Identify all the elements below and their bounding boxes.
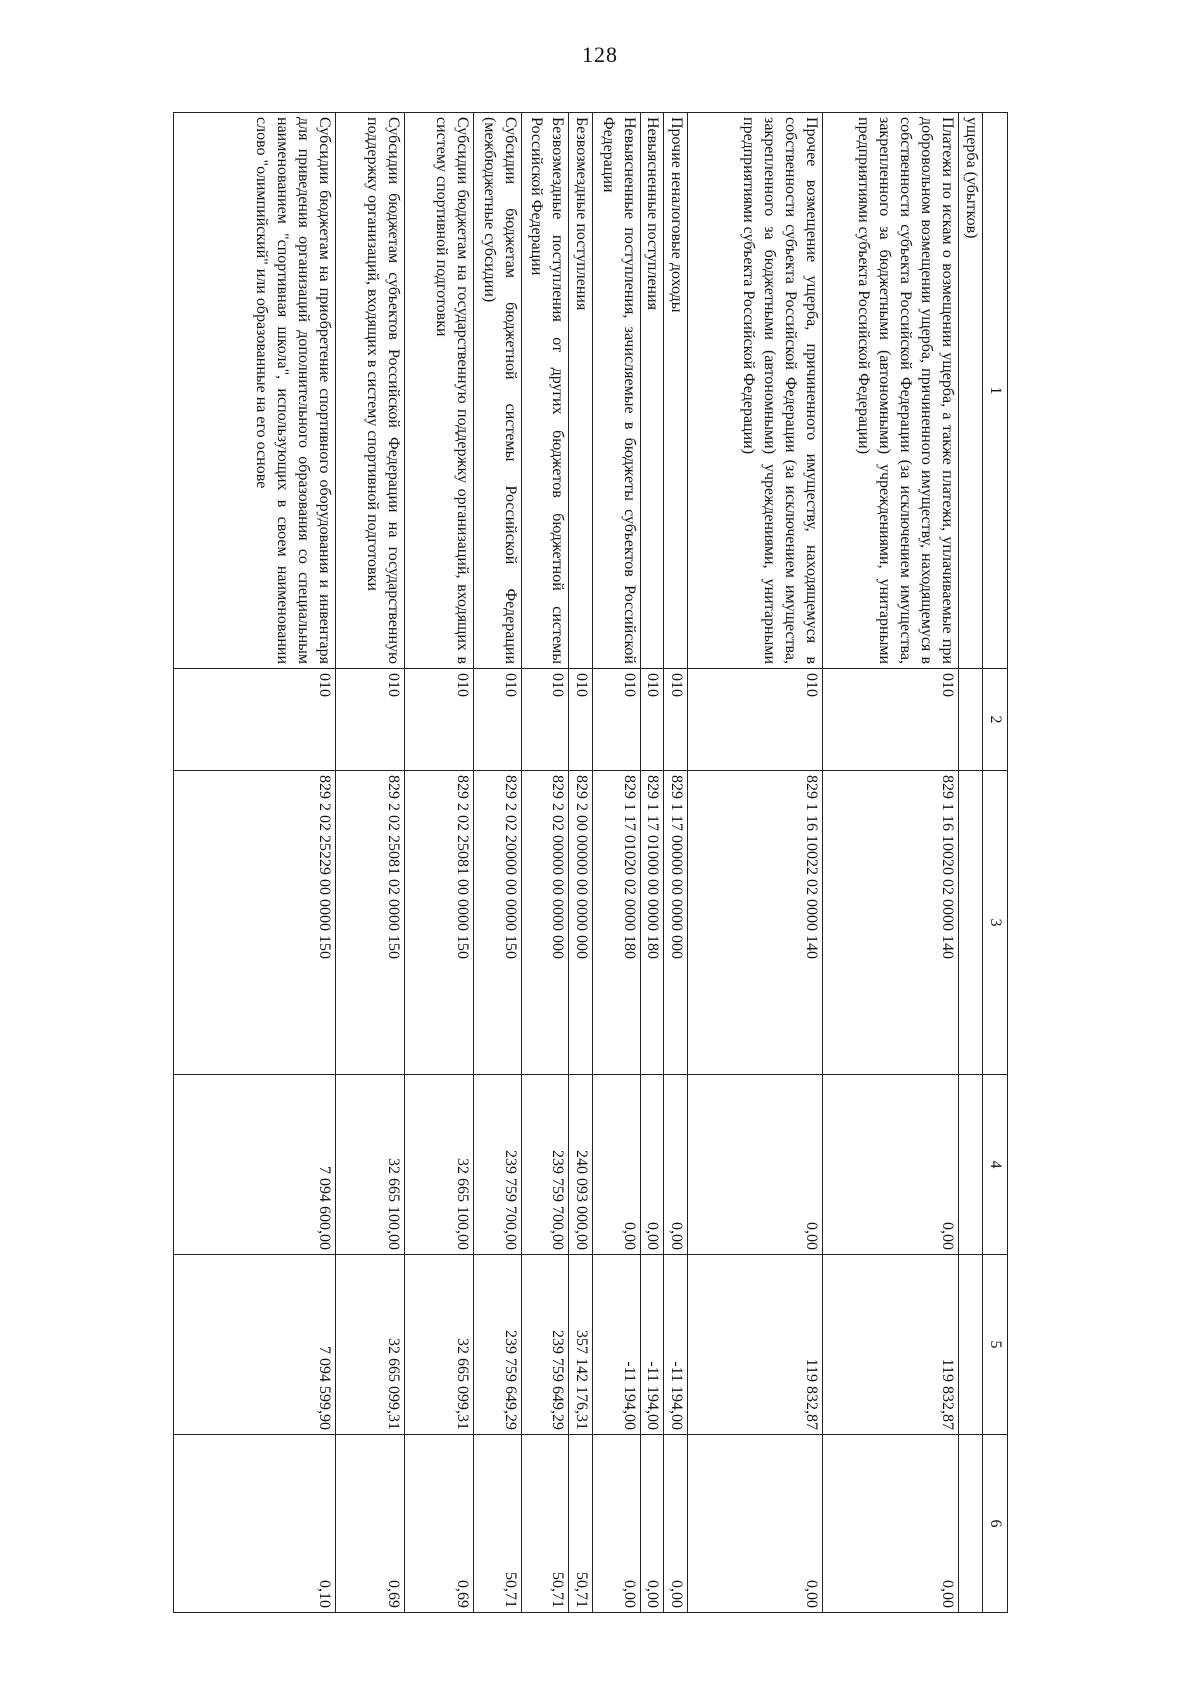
row-percent-value: 0,00 <box>640 1435 664 1613</box>
row-percent-value: 0,00 <box>823 1435 959 1613</box>
page-number: 128 <box>582 42 618 67</box>
row-exec-value: -11 194,00 <box>640 1255 664 1435</box>
table-row <box>405 113 474 1613</box>
row-plan-value: 0,00 <box>823 1075 959 1255</box>
row-name: Прочее возмещение ущерба, причиненного имуществу, находящемуся в собственности субъекта Российской Федерации (за исключением имущества, закрепленного за бюджетными (автономными) учреждениями, унитарными предприятиями субъекта Российской Федерации) <box>688 113 823 669</box>
row-admin-code: 010 <box>593 669 641 771</box>
row-plan-value: 0,00 <box>640 1075 664 1255</box>
row-admin-code: 010 <box>664 669 688 771</box>
row-budget-code: 829 1 16 10020 02 0000 140 <box>823 771 959 1075</box>
table-row <box>521 113 569 1613</box>
row-name: Невыясненные поступления <box>640 113 664 669</box>
column-number: 3 <box>983 771 1008 1075</box>
row-plan-value: 240 093 000,00 <box>569 1075 593 1255</box>
column-number: 2 <box>983 669 1008 771</box>
column-number: 6 <box>983 1435 1008 1613</box>
row-budget-code: 829 1 17 01020 02 0000 180 <box>593 771 641 1075</box>
row-name: Безвозмездные поступления <box>569 113 593 669</box>
row-exec-value: 32 665 099,31 <box>405 1255 474 1435</box>
row-percent-value: 0,00 <box>688 1435 823 1613</box>
row-plan-value: 32 665 100,00 <box>336 1075 405 1255</box>
row-percent-value: 50,71 <box>521 1435 569 1613</box>
row-plan-value: 7 094 600,00 <box>174 1075 336 1255</box>
row-name: Безвозмездные поступления от других бюджетов бюджетной системы Российской Федерации <box>521 113 569 669</box>
column-number-row <box>983 113 1008 1613</box>
row-exec-value: 119 832,87 <box>823 1255 959 1435</box>
row-exec-value: -11 194,00 <box>593 1255 641 1435</box>
row-admin-code: 010 <box>174 669 336 771</box>
row-exec-value: 32 665 099,31 <box>336 1255 405 1435</box>
row-exec-value: 7 094 599,90 <box>174 1255 336 1435</box>
column-number: 4 <box>983 1075 1008 1255</box>
row-name: Субсидии бюджетам на государственную поддержку организаций, входящих в систему спортивной подготовки <box>405 113 474 669</box>
row-name: Субсидии бюджетам на приобретение спортивного оборудования и инвентаря для приведения организаций дополнительного образования со специальным наименованием "спортивная школа", использующих в своем наименовании слово "олимпийский" или образованные на его основе <box>174 113 336 669</box>
row-percent-value: 0,00 <box>664 1435 688 1613</box>
table-row <box>664 113 688 1613</box>
column-number: 5 <box>983 1255 1008 1435</box>
row-admin-code: 010 <box>474 669 522 771</box>
row-admin-code: 010 <box>336 669 405 771</box>
row-admin-code: 010 <box>688 669 823 771</box>
row-budget-code: 829 2 02 20000 00 0000 150 <box>474 771 522 1075</box>
row-budget-code: 829 2 00 00000 00 0000 000 <box>569 771 593 1075</box>
row-plan-value: 239 759 700,00 <box>521 1075 569 1255</box>
row-exec-value: 239 759 649,29 <box>474 1255 522 1435</box>
table-row <box>569 113 593 1613</box>
row-name: Платежи по искам о возмещении ущерба, а также платежи, уплачиваемые при добровольном возмещении ущерба, причиненного имуществу, находящемуся в собственности субъекта Российской Федерации (за исключением имущества, закрепленного за бюджетными (автономными) учреждениями, унитарными предприятиями субъекта Российской Федерации) <box>823 113 959 669</box>
row-exec-value: 357 142 176,31 <box>569 1255 593 1435</box>
row-percent-value: 0,69 <box>336 1435 405 1613</box>
row-budget-code: 829 2 02 00000 00 0000 000 <box>521 771 569 1075</box>
row-percent-value: 0,00 <box>593 1435 641 1613</box>
table-row <box>640 113 664 1613</box>
row-budget-code: 829 2 02 25229 00 0000 150 <box>174 771 336 1075</box>
row-plan-value: 0,00 <box>664 1075 688 1255</box>
row-name: Субсидии бюджетам бюджетной системы Российской Федерации (межбюджетные субсидии) <box>474 113 522 669</box>
row-name: Невыясненные поступления, зачисляемые в бюджеты субъектов Российской Федерации <box>593 113 641 669</box>
row-admin-code: 010 <box>521 669 569 771</box>
continuation-row <box>959 113 983 1613</box>
table-row <box>336 113 405 1613</box>
row-plan-value: 0,00 <box>593 1075 641 1255</box>
row-admin-code: 010 <box>823 669 959 771</box>
budget-revenue-table <box>173 112 1008 1613</box>
row-plan-value: 0,00 <box>688 1075 823 1255</box>
row-plan-value: 32 665 100,00 <box>405 1075 474 1255</box>
row-percent-value: 50,71 <box>569 1435 593 1613</box>
row-name: Прочие неналоговые доходы <box>664 113 688 669</box>
row-budget-code: 829 1 17 01000 00 0000 180 <box>640 771 664 1075</box>
table-row <box>474 113 522 1613</box>
row-budget-code: 829 1 16 10022 02 0000 140 <box>688 771 823 1075</box>
row-admin-code: 010 <box>569 669 593 771</box>
row-budget-code: 829 2 02 25081 02 0000 150 <box>336 771 405 1075</box>
table-row <box>593 113 641 1613</box>
table-row <box>823 113 959 1613</box>
row-admin-code: 010 <box>640 669 664 771</box>
row-percent-value: 50,71 <box>474 1435 522 1613</box>
row-exec-value: 119 832,87 <box>688 1255 823 1435</box>
row-budget-code: 829 1 17 00000 00 0000 000 <box>664 771 688 1075</box>
row-plan-value: 239 759 700,00 <box>474 1075 522 1255</box>
row-exec-value: -11 194,00 <box>664 1255 688 1435</box>
row-percent-value: 0,69 <box>405 1435 474 1613</box>
table-row <box>174 113 336 1613</box>
rotated-table-container <box>173 112 1008 1612</box>
row-name: Субсидии бюджетам субъектов Российской Федерации на государственную поддержку организаций, входящих в систему спортивной подготовки <box>336 113 405 669</box>
row-budget-code: 829 2 02 25081 00 0000 150 <box>405 771 474 1075</box>
column-number: 1 <box>983 113 1008 669</box>
row-percent-value: 0,10 <box>174 1435 336 1613</box>
row-admin-code: 010 <box>405 669 474 771</box>
table-row <box>688 113 823 1613</box>
row-exec-value: 239 759 649,29 <box>521 1255 569 1435</box>
continuation-text: ущерба (убытков) <box>959 113 983 669</box>
